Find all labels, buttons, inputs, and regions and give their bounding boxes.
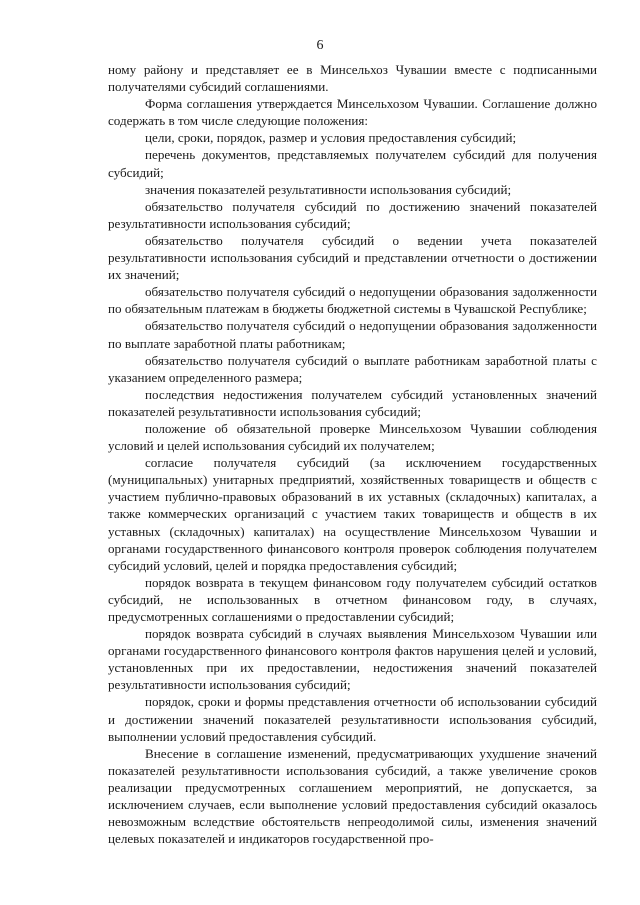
list-item-mandatory-check: положение об обязательной проверке Минсельхозом Чувашии соблюдения условий и целей использования субсидий их получателем;	[108, 420, 597, 454]
list-item-budget-debt-obligation: обязательство получателя субсидий о недопущении образования задолженности по обязательным платежам в бюджеты бюджетной системы в Чувашской Республике;	[108, 284, 597, 317]
list-item-violation-return: порядок возврата субсидий в случаях выявления Минсельхозом Чувашии или органами государственного финансового контроля фактов нарушения целей и условий, установленных при их предоставлении, недостижения значений показателей результативности использования субсидий;	[108, 626, 597, 693]
paragraph-amendments: Внесение в соглашение изменений, предусматривающих ухудшение значений показателей результативности использования субсидий, а также увеличение сроков реализации предусмотренных соглашением мероприятий, не допускается, за исключением случаев, если выполнение условий предоставления субсидий оказалось невозможным вследствие обстоятельств непреодолимой силы, изменения значений целевых показателей и индикаторов государственной про-	[108, 745, 597, 847]
list-item-reporting: порядок, сроки и формы представления отчетности об использовании субсидий и достижении значений показателей результативности использования субсидий, выполнении условий предоставления субсидий.	[108, 694, 597, 744]
list-item-documents: перечень документов, представляемых получателем субсидий для получения субсидий;	[108, 147, 597, 180]
list-item-indicator-values: значения показателей результативности использования субсидий;	[145, 181, 512, 197]
list-item-accounting-obligation: обязательство получателя субсидий о ведении учета показателей результативности использования субсидий и представлении отчетности о достижении их значений;	[108, 232, 597, 283]
document-body	[108, 61, 597, 847]
paragraph-agreement-form: Форма соглашения утверждается Минсельхозом Чувашии. Соглашение должно содержать в том числе следующие положения:	[108, 96, 597, 129]
list-item-achievement-obligation: обязательство получателя субсидий по достижению значений показателей результативности использования субсидий;	[108, 198, 597, 231]
list-item-consent: согласие получателя субсидий (за исключением государственных (муниципальных) унитарных предприятий, хозяйственных товариществ и обществ с участием публично-правовых образований в их уставных (складочных) капиталах, а также коммерческих организаций с участием таких товариществ и обществ в их уставных (складочных) капиталах) на осуществление Минсельхозом Чувашии и органами государственного финансового контроля проверок соблюдения получателем субсидий условий, целей и порядка предоставления субсидий;	[108, 455, 597, 573]
list-item-goals-terms: цели, сроки, порядок, размер и условия предоставления субсидий;	[145, 130, 517, 146]
list-item-remainder-return: порядок возврата в текущем финансовом году получателем субсидий остатков субсидий, не использованных в отчетном финансовом году, в случаях, предусмотренных соглашениями о предоставлении субсидий;	[108, 574, 597, 624]
page-number: 6	[316, 38, 324, 53]
paragraph-continuation: ному району и представляет ее в Минсельхоз Чувашии вместе с подписанными получателями субсидий соглашениями.	[108, 62, 597, 95]
list-item-salary-payment-obligation: обязательство получателя субсидий о выплате работникам заработной платы с указанием определенного размера;	[108, 352, 597, 385]
list-item-salary-debt-obligation: обязательство получателя субсидий о недопущении образования задолженности по выплате заработной платы работникам;	[108, 318, 597, 351]
list-item-consequences: последствия недостижения получателем субсидий установленных значений показателей результативности использования субсидий;	[108, 386, 597, 419]
